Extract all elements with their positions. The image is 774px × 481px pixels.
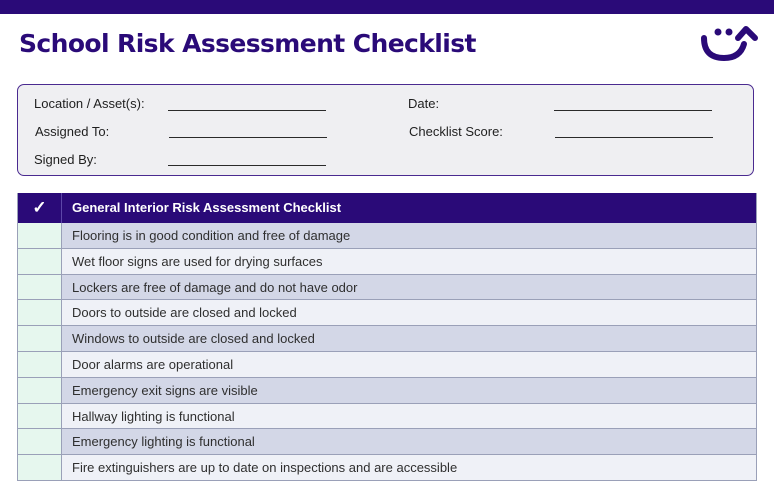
checklist-row xyxy=(18,300,756,326)
checklist-item-text: Flooring is in good condition and free of damage xyxy=(62,223,756,248)
checkbox-cell[interactable] xyxy=(18,429,62,454)
assigned-to-label: Assigned To: xyxy=(35,124,110,139)
checklist-row xyxy=(18,326,756,352)
checklist-item-text: Windows to outside are closed and locked xyxy=(62,326,756,351)
checklist-row xyxy=(18,378,756,404)
checklist-score-label: Checklist Score: xyxy=(409,124,503,139)
check-column-header: ✓ xyxy=(18,193,62,223)
checkbox-cell[interactable] xyxy=(18,249,62,274)
checklist-header-row xyxy=(18,193,756,223)
checklist-item-text: Wet floor signs are used for drying surfaces xyxy=(62,249,756,274)
page-title: School Risk Assessment Checklist xyxy=(19,29,476,58)
interior-checklist-table xyxy=(17,193,757,481)
signed-by-field[interactable] xyxy=(168,165,326,166)
assigned-to-field[interactable] xyxy=(169,137,327,138)
checklist-item-text: Emergency lighting is functional xyxy=(62,429,756,454)
checklist-section-title: General Interior Risk Assessment Checklist xyxy=(72,200,342,215)
checklist-item-text: Doors to outside are closed and locked xyxy=(62,300,756,325)
checkbox-cell[interactable] xyxy=(18,455,62,480)
checkbox-cell[interactable] xyxy=(18,300,62,325)
checklist-item-text: Emergency exit signs are visible xyxy=(62,378,756,403)
assessment-info-box xyxy=(17,84,754,176)
checklist-row xyxy=(18,455,756,481)
checkbox-cell[interactable] xyxy=(18,326,62,351)
checklist-row xyxy=(18,404,756,430)
top-accent-bar xyxy=(0,0,774,14)
checklist-row xyxy=(18,223,756,249)
date-field[interactable] xyxy=(554,110,712,111)
smile-arrow-logo-icon xyxy=(698,22,760,64)
checklist-row xyxy=(18,275,756,301)
checklist-row xyxy=(18,429,756,455)
location-label: Location / Asset(s): xyxy=(34,96,145,111)
checklist-item-text: Lockers are free of damage and do not have odor xyxy=(62,275,756,300)
checklist-item-text: Fire extinguishers are up to date on inspections and are accessible xyxy=(62,455,756,480)
date-label: Date: xyxy=(408,96,440,111)
checklist-item-text: Hallway lighting is functional xyxy=(62,404,756,429)
checklist-item-text: Door alarms are operational xyxy=(62,352,756,377)
checklist-row xyxy=(18,352,756,378)
checkbox-cell[interactable] xyxy=(18,275,62,300)
checkbox-cell[interactable] xyxy=(18,378,62,403)
checkbox-cell[interactable] xyxy=(18,352,62,377)
checklist-score-field[interactable] xyxy=(555,137,713,138)
signed-by-label: Signed By: xyxy=(34,152,97,167)
checklist-row xyxy=(18,249,756,275)
checkbox-cell[interactable] xyxy=(18,223,62,248)
location-field[interactable] xyxy=(168,110,326,111)
checkbox-cell[interactable] xyxy=(18,404,62,429)
